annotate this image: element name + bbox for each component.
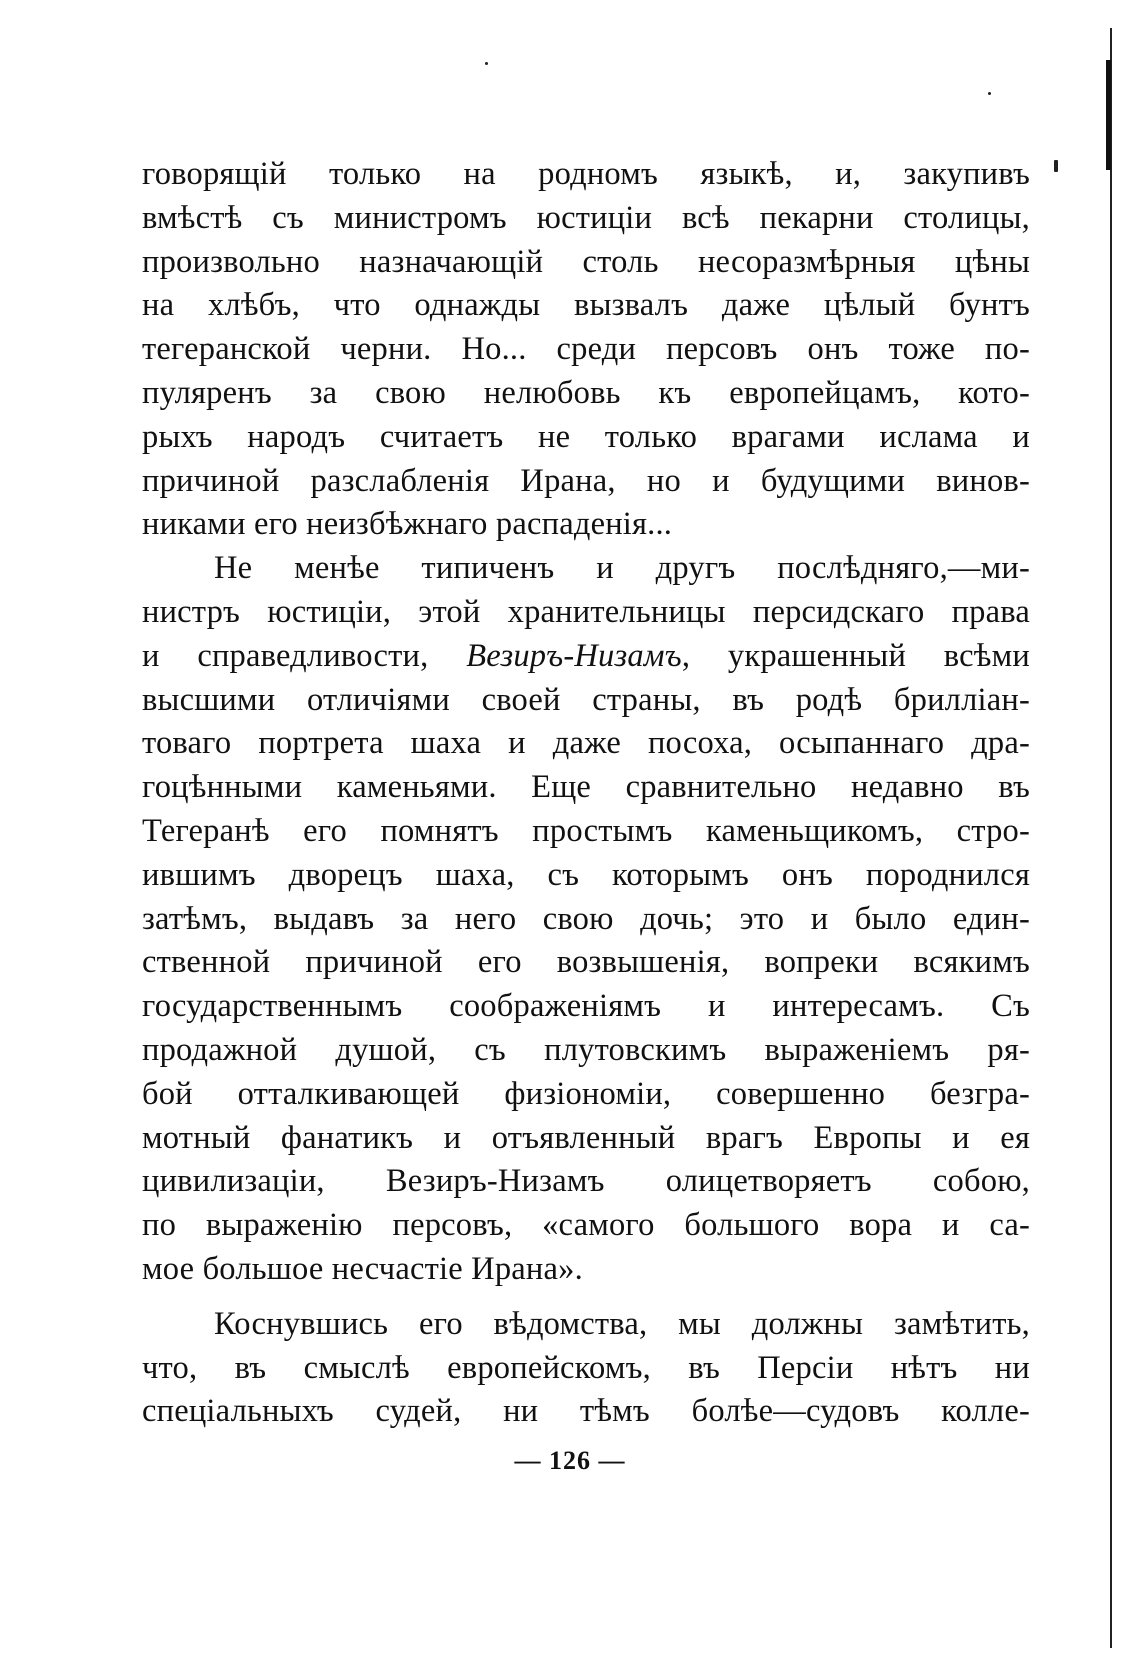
scan-speck [988,92,991,95]
text-line: вмѣстѣ съ министромъ юстиціи всѣ пекарни столицы, [142,199,1030,236]
text-line: ившимъ дворецъ шаха, съ которымъ онъ породнился [142,856,1030,893]
text-line-with-italic [142,635,1030,679]
paragraph-start-line: Не менѣе типиченъ и другъ послѣдняго,—ми- [214,550,1030,587]
text-line: говорящій только на родномъ языкѣ, и, закупивъ [142,156,1030,192]
scan-speck [1054,160,1058,172]
text-line: товаго портрета шаха и даже посоха, осыпаннаго дра- [142,725,1030,762]
page-number: — 126 — [514,1446,626,1475]
text-line: высшими отличіями своей страны, въ родѣ брилліан- [142,681,1030,718]
text-line: причиной разслабленія Ирана, но и будущими винов- [142,462,1030,499]
text-line: никами его неизбѣжнаго распаденія... [142,506,673,543]
binding-edge-mark [1106,60,1111,170]
text-line: продажной душой, съ плутовскимъ выраженіемъ ря- [142,1031,1030,1068]
binding-edge-line [1110,28,1112,1648]
text-line: бой отталкивающей физіономіи, совершенно безгра- [142,1075,1030,1112]
text-segment: и справедливости, [142,637,467,674]
text-line: Тегеранѣ его помнятъ простымъ каменьщикомъ, стро- [142,812,1030,849]
text-line: затѣмъ, выдавъ за него свою дочь; это и было един- [142,900,1030,937]
text-segment: , украшенный всѣми [681,637,1030,674]
scan-speck [485,62,488,65]
text-line: мотный фанатикъ и отъявленный врагъ Европы и ея [142,1119,1030,1156]
text-line: государственнымъ соображеніямъ и интересамъ. Съ [142,988,1030,1025]
text-line: на хлѣбъ, что однажды вызвалъ даже цѣлый бунтъ [142,287,1030,324]
text-line: рыхъ народъ считаетъ не только врагами ислама и [142,418,1030,455]
text-line: гоцѣнными каменьями. Еще сравнительно недавно въ [142,769,1030,806]
text-line: по выраженію персовъ, «самого большого вора и са- [142,1207,1030,1244]
body-text [142,153,1030,1434]
text-line: цивилизаціи, Везиръ-Низамъ олицетворяетъ собою, [142,1163,1030,1200]
paragraph-gap [142,1292,1030,1303]
text-line: ственной причиной его возвышенія, вопреки всякимъ [142,944,1030,981]
text-line: мое большое несчастіе Ирана». [142,1250,583,1287]
text-line: тегеранской черни. Но... среди персовъ онъ тоже по- [142,331,1030,368]
text-line: что, въ смыслѣ европейскомъ, въ Персіи нѣтъ ни [142,1349,1030,1386]
italic-name: Везиръ-Низамъ [466,637,682,674]
text-line: пуляренъ за свою нелюбовь къ европейцамъ, кото- [142,374,1030,411]
text-line: нистръ юстиціи, этой хранительницы персидскаго права [142,593,1030,630]
text-line: спеціальныхъ судей, ни тѣмъ болѣе—судовъ колле- [142,1393,1030,1430]
paragraph-start-line: Коснувшись его вѣдомства, мы должны замѣтить, [214,1305,1030,1342]
text-line: произвольно назначающій столь несоразмѣрныя цѣны [142,243,1030,280]
